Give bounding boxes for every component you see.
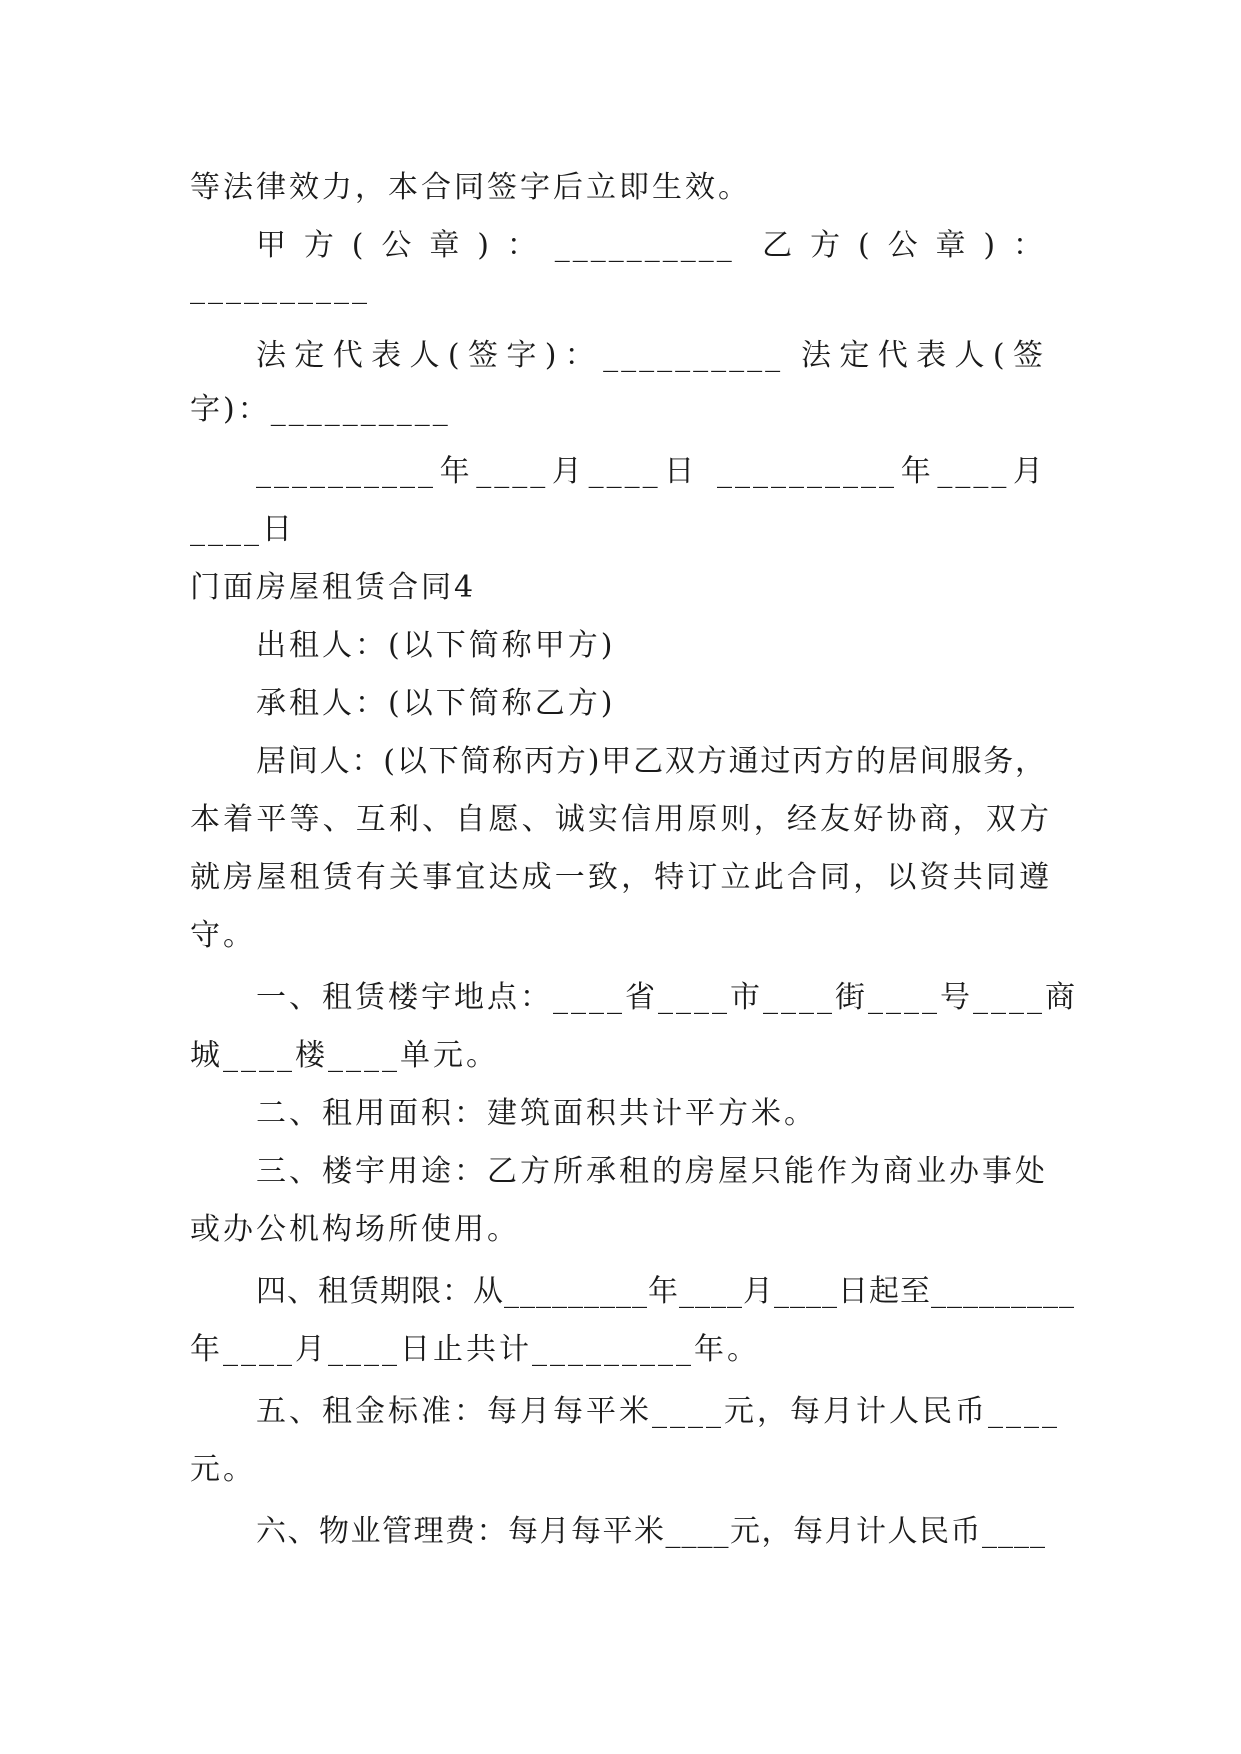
- clause-6-property-fee: 六、物业管理费：每月每平米____元，每月计人民币____: [256, 1514, 1046, 1549]
- date-line: __________年____月____日 __________年____月: [256, 454, 1046, 489]
- intermediary-line: 居间人：(以下简称丙方)甲乙双方通过丙方的居间服务，: [256, 744, 1046, 779]
- clause-5-rent-cont: 元。: [190, 1452, 256, 1487]
- clause-1-location-cont: 城____楼____单元。: [190, 1038, 499, 1073]
- paragraph-line: 本着平等、互利、自愿、诚实信用原则，经友好协商，双方: [190, 802, 1050, 837]
- lessee-line: 承租人：(以下简称乙方): [256, 686, 616, 721]
- section-title: 门面房屋租赁合同4: [190, 570, 477, 605]
- lessor-line: 出租人：(以下简称甲方): [256, 628, 616, 663]
- signature-line-party-a-seal: 甲方(公章)：__________ 乙方(公章)：: [256, 228, 1046, 263]
- clause-4-term: 四、租赁期限：从_________年____月____日起至_________: [256, 1274, 1075, 1309]
- paragraph-line: 就房屋租赁有关事宜达成一致，特订立此合同，以资共同遵: [190, 860, 1050, 895]
- signature-line-representative-cont: 字)：__________: [190, 392, 451, 427]
- text-line: 等法律效力，本合同签字后立即生效。: [190, 170, 751, 205]
- signature-line-party-b-seal: __________: [190, 270, 370, 305]
- date-line-cont: ____日: [190, 512, 295, 547]
- clause-4-term-cont: 年____月____日止共计_________年。: [190, 1332, 760, 1367]
- clause-5-rent: 五、租金标准：每月每平米____元，每月计人民币____: [256, 1394, 1060, 1429]
- paragraph-line: 守。: [190, 918, 256, 953]
- clause-2-area: 二、租用面积：建筑面积共计平方米。: [256, 1096, 817, 1131]
- clause-3-usage-cont: 或办公机构场所使用。: [190, 1212, 520, 1247]
- signature-line-representative: 法定代表人(签字)：__________ 法定代表人(签: [256, 338, 1046, 373]
- clause-1-location: 一、租赁楼宇地点：____省____市____街____号____商: [256, 980, 1078, 1015]
- clause-3-usage: 三、楼宇用途：乙方所承租的房屋只能作为商业办事处: [256, 1154, 1048, 1189]
